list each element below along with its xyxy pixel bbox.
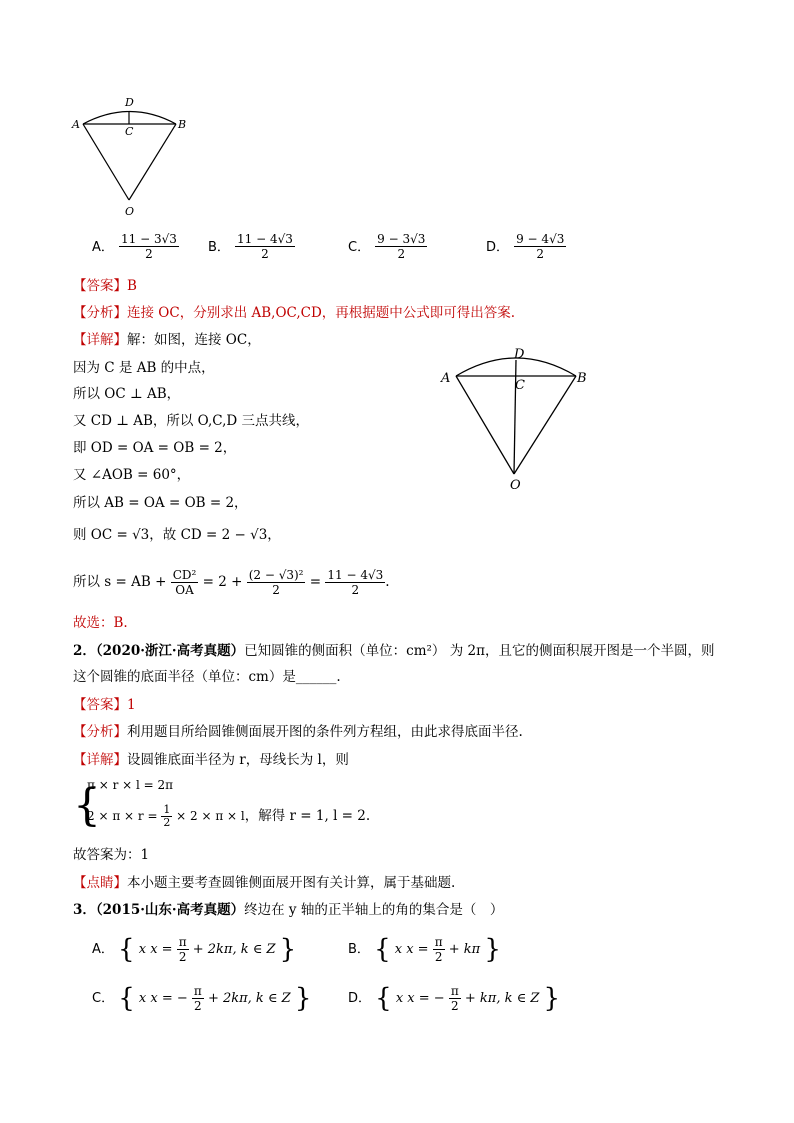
q3-option-a[interactable]	[92, 933, 296, 967]
frac-den: 2	[397, 247, 406, 261]
q1-choose: 故选：B.	[73, 615, 128, 631]
q1-detail-line-7: 则 OC = √3，故 CD = 2 − √3，	[73, 527, 281, 543]
frac-num: 11 − 4√3	[237, 232, 293, 246]
set-pre: x x =	[138, 942, 173, 957]
frac-den: 2	[434, 950, 443, 964]
formula-eq: =	[309, 574, 322, 590]
frac-num: π	[193, 984, 202, 998]
q2-comment	[73, 873, 455, 893]
q1-detail-line-1: 因为 C 是 AB 的中点，	[73, 360, 215, 376]
equation-1: π × r × l = 2π	[87, 778, 174, 792]
label-o: O	[510, 478, 521, 493]
frac-num: 9 − 4√3	[516, 232, 565, 246]
frac-den: 2	[194, 999, 202, 1013]
q1-detail-line-0	[73, 330, 261, 350]
left-brace: {	[118, 983, 135, 1014]
stem-text: 终边在 y 轴的正半轴上的角的集合是（ ）	[244, 902, 504, 918]
right-brace: }	[543, 983, 561, 1014]
frac-den: 2	[145, 247, 153, 261]
q2-detail	[73, 750, 349, 770]
q1-detail-line-4: 即 OD = OA = OB = 2，	[73, 440, 237, 456]
formula-prefix: 所以 s = AB +	[73, 574, 167, 590]
set-pre: x x =	[394, 942, 429, 957]
figure-sector-small	[66, 94, 196, 220]
set-pre: x x = −	[138, 991, 188, 1006]
frac-num: 11 − 4√3	[327, 568, 384, 582]
comment-tag: 【点睛】	[73, 875, 127, 891]
set-post: + 2kπ, k ∈ Z	[207, 991, 291, 1006]
frac-num: 1	[163, 803, 171, 816]
question-number: 3．	[73, 902, 96, 918]
formula-end: .	[385, 574, 390, 590]
right-brace: }	[294, 983, 312, 1014]
answer-tag: 【答案】	[73, 697, 127, 713]
frac-num: π	[450, 984, 459, 998]
frac-num: (2 − √3)²	[248, 568, 304, 582]
q3-stem	[73, 900, 503, 920]
option-label: B．	[348, 942, 370, 957]
frac-den: 2	[272, 583, 280, 597]
q1-option-c[interactable]	[348, 232, 427, 261]
detail-text: 解：如图，连接 OC，	[127, 332, 261, 348]
frac-den: 2	[261, 247, 269, 261]
q1-detail-line-6: 所以 AB = OA = OB = 2，	[73, 495, 248, 511]
eq-solve: ，解得 r = 1, l = 2.	[244, 808, 371, 824]
q1-detail-line-2: 所以 OC ⊥ AB，	[73, 386, 181, 402]
eq2-right: × 2 × π × l	[176, 809, 245, 823]
set-post: + kπ, k ∈ Z	[464, 991, 540, 1006]
q1-option-d[interactable]	[486, 232, 566, 261]
q2-conclusion: 故答案为：1	[73, 847, 150, 863]
answer-value: B	[127, 278, 137, 294]
set-post: + kπ	[448, 942, 481, 957]
frac-num: CD²	[172, 568, 197, 582]
frac-den: OA	[175, 583, 194, 597]
answer-value: 1	[127, 697, 136, 713]
q1-analysis	[73, 303, 515, 323]
detail-tag: 【详解】	[73, 332, 127, 348]
option-label: D．	[348, 991, 372, 1006]
set-pre: x x = −	[395, 991, 445, 1006]
figure-sector-large	[438, 340, 598, 500]
left-brace: {	[118, 934, 135, 965]
detail-tag: 【详解】	[73, 752, 127, 768]
frac-num: 11 − 3√3	[121, 232, 177, 246]
q1-detail-line-3: 又 CD ⊥ AB，所以 O,C,D 三点共线，	[73, 413, 310, 429]
option-label: C．	[92, 991, 115, 1006]
label-b: B	[577, 371, 587, 386]
frac-num: π	[178, 935, 187, 949]
option-label: A．	[92, 942, 114, 957]
q1-answer	[73, 276, 137, 296]
right-brace: }	[279, 934, 297, 965]
label-a: A	[441, 371, 451, 386]
answer-tag: 【答案】	[73, 278, 127, 294]
question-number: 2．	[73, 643, 96, 659]
frac-num: π	[434, 935, 443, 949]
option-label: C．	[348, 240, 371, 255]
equation-2	[87, 802, 370, 830]
frac-num: 9 − 3√3	[377, 232, 426, 246]
question-source: （2020·浙江·高考真题）	[95, 643, 245, 659]
stem-text: 已知圆锥的侧面积（单位：cm²） 为 2π，且它的侧面积展开图是一个半圆，则	[244, 643, 715, 659]
q2-analysis	[73, 722, 523, 742]
q1-option-a[interactable]	[92, 232, 179, 261]
q3-option-d[interactable]	[348, 982, 560, 1016]
comment-text: 本小题主要考查圆锥侧面展开图有关计算，属于基础题.	[127, 875, 456, 891]
label-b: B	[178, 118, 187, 131]
label-d: D	[514, 347, 525, 362]
q2-stem-line2: 这个圆锥的底面半径（单位：cm）是______.	[73, 669, 341, 685]
set-post: + 2kπ, k ∈ Z	[192, 942, 276, 957]
formula-mid: = 2 +	[202, 574, 243, 590]
label-o: O	[125, 205, 135, 218]
option-label: D．	[486, 240, 510, 255]
frac-den: 2	[351, 583, 360, 597]
q3-option-b[interactable]	[348, 933, 501, 967]
q2-answer	[73, 695, 136, 715]
analysis-text: 连接 OC，分别求出 AB,OC,CD，再根据题中公式即可得出答案.	[127, 305, 516, 321]
analysis-tag: 【分析】	[73, 305, 127, 321]
option-label: B．	[208, 240, 230, 255]
eq2-left: 2 × π × r =	[87, 809, 158, 823]
option-label: A．	[92, 240, 114, 255]
left-brace: {	[73, 780, 101, 831]
left-brace: {	[374, 934, 391, 965]
q2-stem-line1	[73, 641, 714, 661]
label-c: C	[125, 125, 134, 138]
detail-text: 设圆锥底面半径为 r，母线长为 l，则	[127, 752, 349, 768]
frac-den: 2	[163, 816, 171, 829]
q1-detail-line-5: 又 ∠AOB = 60°，	[73, 467, 191, 483]
frac-den: 2	[536, 247, 545, 261]
frac-den: 2	[178, 950, 187, 964]
analysis-text: 利用题目所给圆锥侧面展开图的条件列方程组，由此求得底面半径.	[127, 724, 523, 740]
label-c: C	[515, 378, 525, 393]
q1-option-b[interactable]	[208, 232, 295, 261]
q1-final-formula	[73, 565, 390, 599]
label-d: D	[125, 96, 134, 109]
analysis-tag: 【分析】	[73, 724, 127, 740]
q3-option-c[interactable]	[92, 982, 311, 1016]
label-a: A	[72, 118, 80, 131]
right-brace: }	[484, 934, 501, 965]
frac-den: 2	[450, 999, 459, 1013]
question-source: （2015·山东·高考真题）	[95, 902, 245, 918]
left-brace: {	[375, 983, 392, 1014]
